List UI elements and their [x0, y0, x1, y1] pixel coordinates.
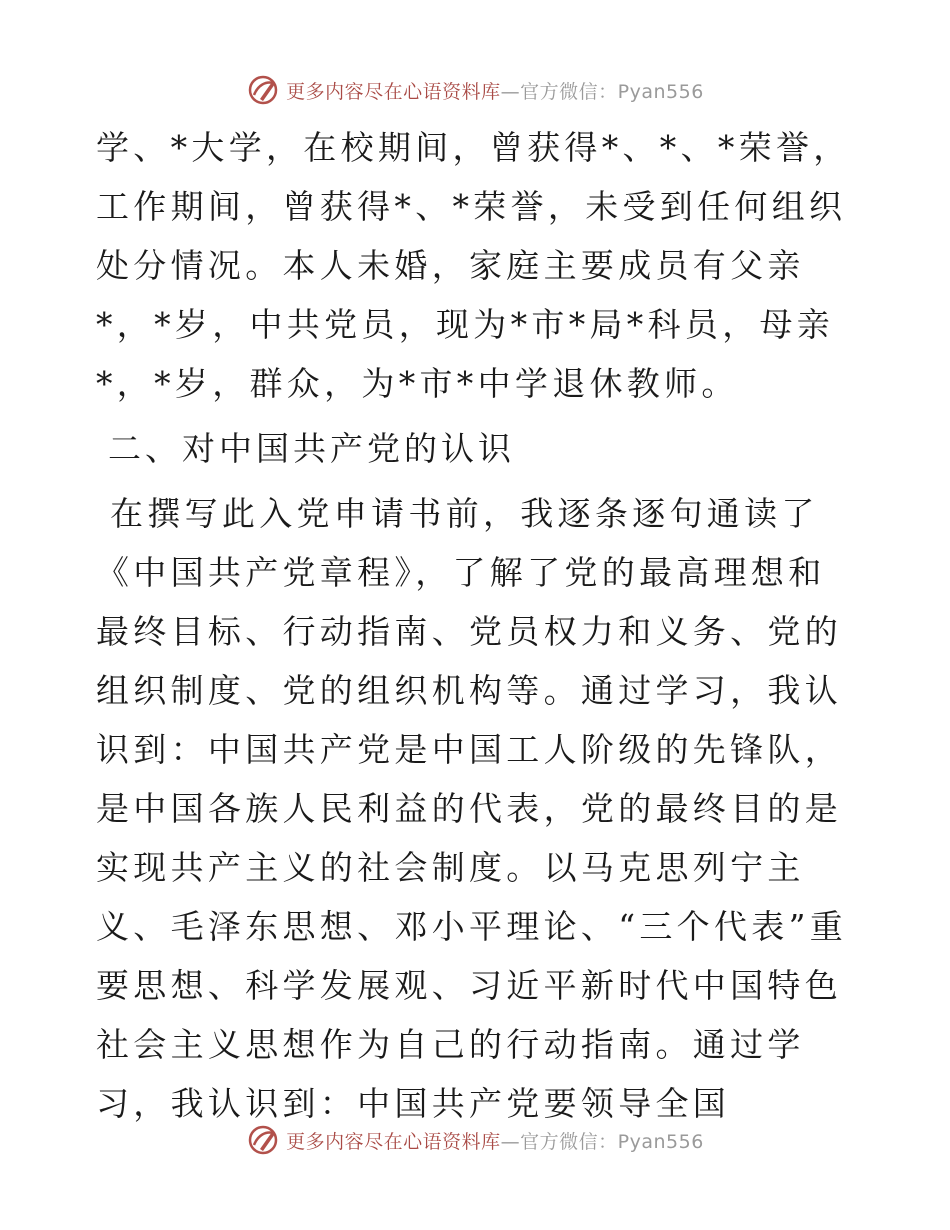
watermark-left-text: 更多内容尽在心语资料库 [286, 80, 501, 103]
red-pen-circle-icon [246, 73, 280, 107]
watermark-text [286, 1127, 704, 1154]
paragraph-family-info: 学、*大学，在校期间，曾获得*、*、*荣誉，工作期间，曾获得*、*荣誉，未受到任何组织处分情况。本人未婚，家庭主要成员有父亲*，*岁，中共党员，现为*市*局*科员，母亲*，*岁，群众，为*市*中学退休教师。 [96, 128, 851, 403]
watermark-right-text: 官方微信：Pyan556 [520, 1130, 704, 1153]
watermark-left-text: 更多内容尽在心语资料库 [286, 1130, 501, 1153]
watermark-separator: — [500, 80, 521, 103]
watermark-header [0, 68, 950, 112]
document-body [96, 118, 856, 1133]
watermark-text [286, 77, 704, 104]
red-pen-circle-icon [246, 1123, 280, 1157]
section-heading-2: 二、对中国共产党的认识 [108, 429, 515, 468]
paragraph-party-understanding: 在撰写此入党申请书前，我逐条逐句通读了《中国共产党章程》，了解了党的最高理想和最终目标、行动指南、党员权力和义务、党的组织制度、党的组织机构等。通过学习，我认识到：中国共产党是中国工人阶级的先锋队，是中国各族人民利益的代表，党的最终目的是实现共产主义的社会制度。以马克思列宁主义、毛泽东思想、邓小平理论、“三个代表”重要思想、科学发展观、习近平新时代中国特色社会主义思想作为自己的行动指南。通过学习，我认识到：中国共产党要领导全国 [96, 494, 848, 1123]
watermark-separator: — [500, 1130, 521, 1153]
watermark-footer [0, 1118, 950, 1162]
watermark-right-text: 官方微信：Pyan556 [520, 80, 704, 103]
